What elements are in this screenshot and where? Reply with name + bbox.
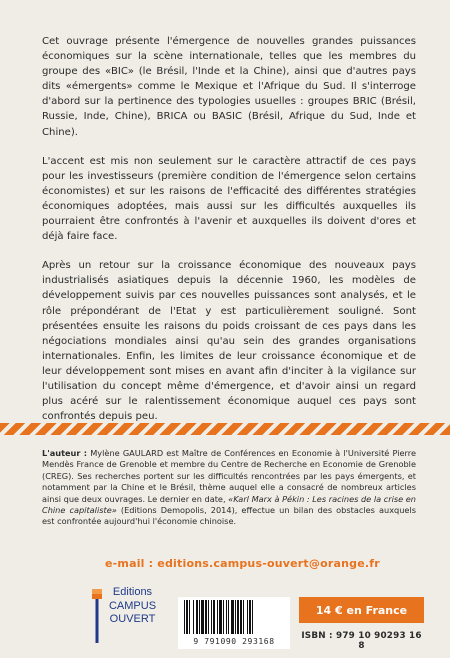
barcode-bar <box>196 600 198 634</box>
author-label: L'auteur : <box>42 448 88 458</box>
barcode-bar <box>231 600 234 634</box>
barcode-bar <box>228 600 229 634</box>
barcode-bars <box>182 600 286 634</box>
barcode-bar <box>186 600 188 634</box>
author-book-title: «Karl Marx à Pékin : Les racines de la crise en Chine capitaliste» <box>42 493 416 516</box>
barcode-bar <box>184 600 185 634</box>
barcode-bar <box>235 600 236 634</box>
publisher-name-line-1: Editions <box>112 586 153 598</box>
book-description <box>42 34 416 424</box>
barcode-bar <box>205 600 207 634</box>
author-bio-text-1: Mylène GAULARD est Maître de Conférences en Economie à l'Université Pierre Mendès France de Grenoble et membre du Centre de Recherche en Economie de Grenoble (CREG). Ses recherches portent sur les difficultés rencontrées par les pays émergents, et notamment par la Chine et le Brésil, thème auquel elle a consacré de nombreux articles ainsi que deux ouvrages. Le dernier en date, <box>42 448 416 504</box>
barcode-bar <box>217 600 218 634</box>
publisher-name-line-3: OUVERT <box>109 613 156 625</box>
author-bio-text-2: (Editions Demopolis, 2014), effectue un bilan des obstacles auxquels est confrontée aujourd'hui l'économie chinoise. <box>42 505 417 527</box>
publisher-logo <box>92 585 160 647</box>
price-badge: 14 € en France <box>299 597 424 623</box>
author-section <box>42 448 416 528</box>
barcode-bar <box>252 600 253 634</box>
barcode-bar <box>208 600 209 634</box>
barcode-number: 9 791090 293168 <box>193 637 275 646</box>
description-paragraph-2: L'accent est mis non seulement sur le caractère attractif de ces pays pour les investisseurs (première condition de l'émergence selon certains économistes) et sur les raisons de l'efficacité des différentes stratégies économiques adoptées, mais aussi sur les difficultés auxquelles ils pourraient être confrontés à l'avenir et auxquelles ils doivent d'ores et déjà faire face. <box>42 155 416 243</box>
publisher-name-line-2: CAMPUS <box>108 599 157 612</box>
barcode-bar <box>243 600 244 634</box>
author-bio <box>42 448 416 528</box>
publisher-name <box>105 586 160 627</box>
barcode-bar <box>213 600 215 634</box>
barcode-bar <box>199 600 200 634</box>
barcode <box>178 597 290 649</box>
barcode-bar <box>237 600 239 634</box>
description-paragraph-1: Cet ouvrage présente l'émergence de nouvelles grandes puissances économiques sur la scène internationale, telles que les membres du groupe des «BIC» (le Brésil, l'Inde et la Chine), ainsi que d'autres pays dits «émergents» comme le Mexique et l'Afrique du Sud. Il s'interroge d'abord sur la pertinence des typologies usuelles : groupes BRIC (Brésil, Russie, Inde, Chine), BRICA ou BASIC (Brésil, Afrique du Sud, Inde et Chine). <box>42 36 416 138</box>
barcode-bar <box>201 600 204 634</box>
contact-email[interactable]: e-mail : editions.campus-ouvert@orange.fr <box>105 557 380 570</box>
orange-hatched-divider <box>0 423 450 435</box>
isbn-number: ISBN : 979 10 90293 16 8 <box>301 631 422 651</box>
barcode-bar <box>249 600 251 634</box>
publisher-pin-icon <box>92 589 102 643</box>
barcode-bar <box>219 600 222 634</box>
barcode-bar <box>223 600 224 634</box>
barcode-bar <box>226 600 227 634</box>
barcode-bar <box>240 600 242 634</box>
barcode-bar <box>211 600 212 634</box>
description-paragraph-3: Après un retour sur la croissance économique des nouveaux pays industrialisés asiatiques depuis la décennie 1960, les modèles de développement suivis par ces nouvelles puissances sont analysés, et le rôle prépondérant de l'Etat y est particulièrement souligné. Sont présentées ensuite les raisons du poids croissant de ces pays dans les négociations mondiales ainsi qu'au sein des grandes organisations internationales. Enfin, les limites de leur croissance économique et de leur développement sont mises en avant afin d'inciter à la vigilance sur l'utilisation du concept même d'émergence, et d'avoir ainsi un regard plus acéré sur le ralentissement économique auquel ces pays sont confrontés depuis peu. <box>42 260 416 423</box>
barcode-bar <box>247 600 248 634</box>
barcode-bar <box>193 600 194 634</box>
barcode-bar <box>189 600 190 634</box>
